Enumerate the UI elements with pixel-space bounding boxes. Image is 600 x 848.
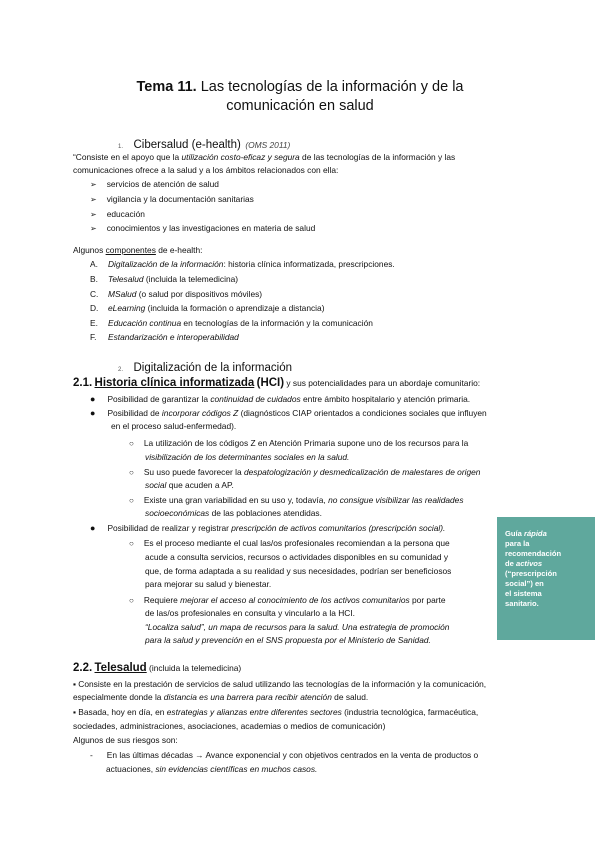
circle-bullet-icon: ○ — [129, 596, 134, 605]
list-item-continuation: socioeconómicas de las poblaciones atendidas. — [145, 508, 322, 518]
list-item-continuation: para la salud y prevención en el SNS propuesta por el Ministerio de Sanidad. — [145, 635, 431, 645]
list-item-continuation: en el proceso salud-enfermedad). — [111, 421, 237, 431]
components-intro: Algunos componentes de e-health: — [73, 245, 203, 255]
list-item: ○ Existe una gran variabilidad en su uso y, todavía, no consigue visibilizar las realidades — [129, 495, 464, 505]
arrow-bullet-icon: ➢ — [90, 224, 97, 233]
list-item: ○ Requiere mejorar el acceso al conocimiento de los activos comunitarios por parte — [129, 595, 446, 605]
bullet-icon: ● — [90, 523, 96, 533]
arrow-bullet-icon: ➢ — [90, 210, 97, 219]
localiza-salud-link[interactable]: “Localiza salud”, un mapa de recursos para la salud. Una estrategia de promoción — [145, 622, 450, 632]
quote-line-2: comunicaciones ofrece a la salud y a los ámbitos relacionados con ella: — [73, 165, 339, 175]
list-item-continuation: de las/os profesionales en consulta y vincularlo a la HCI. — [145, 608, 355, 618]
list-item: F. Estandarización e interoperabilidad — [90, 332, 239, 342]
guide-sidebar-box[interactable]: Guía rápida para la recomendación de activos (“prescripción social”) en el sistema sanitario. — [497, 517, 595, 640]
list-item: - En las últimas décadas → Avance exponencial y con objetivos centrados en la venta de productos o — [90, 750, 479, 760]
arrow-bullet-icon: ➢ — [90, 180, 97, 189]
list-item: A. Digitalización de la información: historia clínica informatizada, prescripciones. — [90, 259, 395, 269]
bullet-icon: ● — [90, 394, 96, 404]
paragraph-line: sociedades, administraciones, asociaciones, academias o medios de comunicación) — [73, 721, 386, 731]
list-item: ➢ conocimientos y las investigaciones en materia de salud — [90, 223, 316, 233]
list-item-continuation: actuaciones, sin evidencias científicas en muchos casos. — [106, 764, 318, 774]
dash-bullet-icon: - — [90, 750, 93, 760]
list-item: ➢ servicios de atención de salud — [90, 179, 219, 189]
list-item-continuation: que, de forma adaptada a su realidad y sus necesidades, podrían ser beneficiosos — [145, 566, 452, 576]
quote-line-1: “Consiste en el apoyo que la utilización costo-eficaz y segura de las tecnologías de la información y las — [73, 152, 456, 162]
list-item: ➢ vigilancia y la documentación sanitarias — [90, 194, 254, 204]
list-item: E. Educación continua en tecnologías de la información y la comunicación — [90, 318, 373, 328]
list-item-continuation: para mejorar su salud y bienestar. — [145, 579, 272, 589]
subsection-2-1-heading: 2.1. Historia clínica informatizada (HCI) y sus potencialidades para un abordaje comunitario: — [73, 377, 481, 389]
list-item: ● Posibilidad de garantizar la continuidad de cuidados entre ámbito hospitalario y atención primaria. — [90, 394, 471, 404]
paragraph-line: ▪ Basada, hoy en día, en estrategias y alianzas entre diferentes sectores (industria tecnológica, farmacéutica, — [73, 707, 479, 717]
paragraph-line: ▪ Consiste en la prestación de servicios de salud utilizando las tecnologías de la información y la comunicación, — [73, 679, 487, 689]
subsection-2-2-heading: 2.2. Telesalud (incluida la telemedicina) — [73, 662, 242, 674]
list-item: ● Posibilidad de realizar y registrar prescripción de activos comunitarios (prescripción social). — [90, 523, 446, 533]
bullet-icon: ● — [90, 408, 96, 418]
circle-bullet-icon: ○ — [129, 468, 134, 477]
section-1-heading: 1. Cibersalud (e-health) (OMS 2011) — [118, 139, 291, 151]
list-item-continuation: social que acuden a AP. — [145, 480, 234, 490]
list-item: D. eLearning (incluida la formación o aprendizaje a distancia) — [90, 303, 325, 313]
list-item: ○ Su uso puede favorecer la despatologización y desmedicalización de malestares de origen — [129, 467, 481, 477]
list-item: ○ Es el proceso mediante el cual las/os profesionales recomiendan a la persona que — [129, 538, 450, 548]
list-item-continuation: visibilización de los determinantes sociales en la salud. — [145, 452, 350, 462]
arrow-bullet-icon: ➢ — [90, 195, 97, 204]
circle-bullet-icon: ○ — [129, 539, 134, 548]
list-item: B. Telesalud (incluida la telemedicina) — [90, 274, 239, 284]
list-item: ● Posibilidad de incorporar códigos Z (diagnósticos CIAP orientados a condiciones sociales que influyen — [90, 408, 487, 418]
circle-bullet-icon: ○ — [129, 439, 134, 448]
risks-intro: Algunos de sus riesgos son: — [73, 735, 178, 745]
circle-bullet-icon: ○ — [129, 496, 134, 505]
list-item: ➢ educación — [90, 209, 145, 219]
paragraph-line: especialmente donde la distancia es una barrera para recibir atención de salud. — [73, 692, 369, 702]
page-title: Tema 11. Las tecnologías de la información y de la comunicación en salud — [136, 79, 464, 114]
list-item-continuation: acude a consulta servicios, recursos o actividades disponibles en su comunidad y — [145, 552, 449, 562]
list-item: C. MSalud (o salud por dispositivos móviles) — [90, 289, 263, 299]
list-item: ○ La utilización de los códigos Z en Atención Primaria supone uno de los recursos para la — [129, 438, 469, 448]
section-2-heading: 2. Digitalización de la información — [118, 362, 292, 374]
